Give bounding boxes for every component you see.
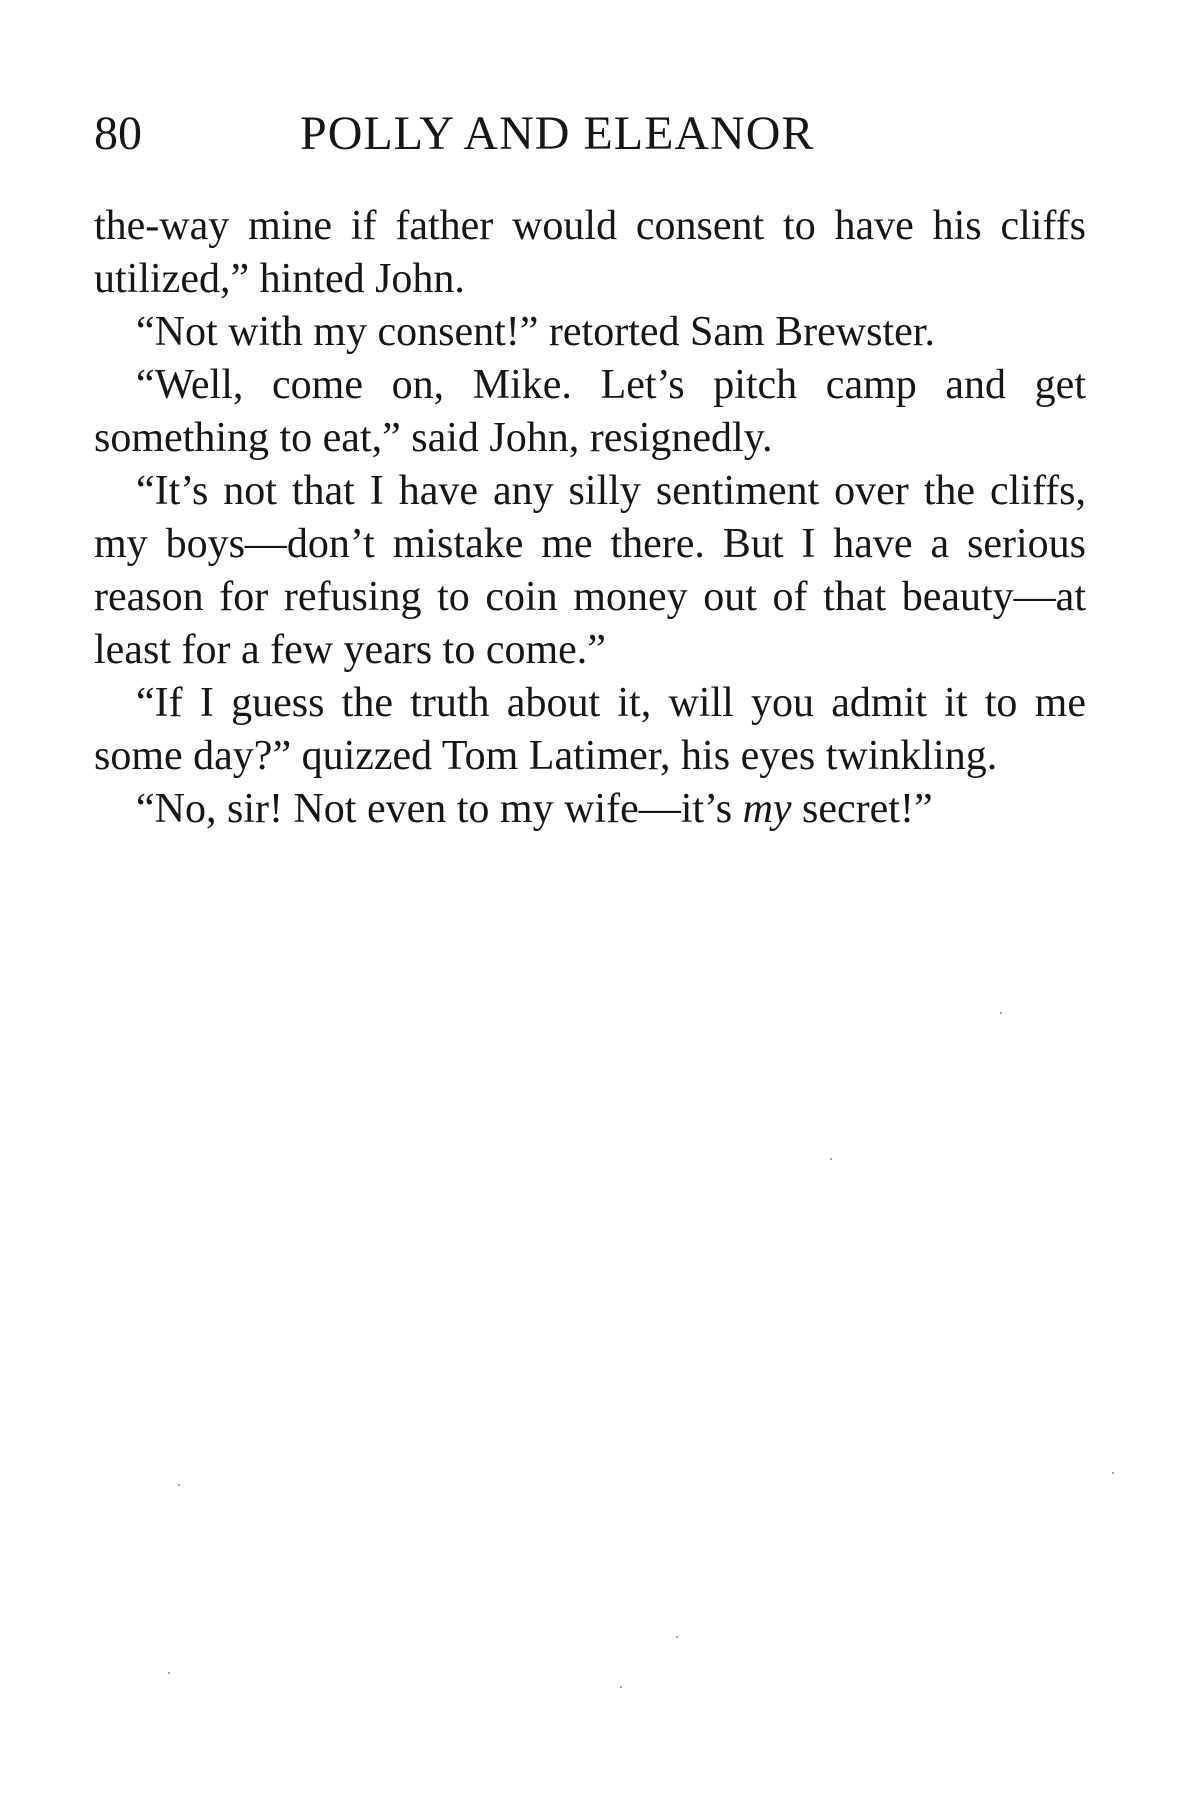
- scan-speck: [620, 1686, 622, 1688]
- paragraph: “If I guess the truth about it, will you admit it to me some day?” quizzed Tom Latimer, his eyes twinkling.: [94, 680, 1086, 779]
- scan-speck: [830, 1158, 832, 1160]
- scan-speck: [1112, 1472, 1114, 1474]
- body-text: [94, 200, 1086, 836]
- paragraph: “It’s not that I have any silly sentiment over the cliffs, my boys—don’t mistake me there. But I have a serious reason for refusing to coin money out of that beauty—at least for a few years to come.”: [94, 468, 1086, 673]
- paragraph: “Not with my consent!” retorted Sam Brewster.: [136, 309, 935, 355]
- paragraph-text: secret!”: [791, 786, 933, 832]
- page-number: 80: [94, 107, 142, 160]
- paragraph: [94, 783, 1086, 836]
- scan-speck: [178, 1484, 180, 1486]
- running-title: POLLY AND ELEANOR: [300, 107, 815, 160]
- scan-speck: [676, 1636, 678, 1638]
- paragraph: “Well, come on, Mike. Let’s pitch camp and get something to eat,” said John, resignedly.: [94, 362, 1086, 461]
- emphasized-word: my: [742, 786, 792, 832]
- page-header: [94, 104, 1094, 164]
- paragraph-text: “No, sir! Not even to my wife—it’s: [136, 786, 743, 832]
- scan-speck: [168, 1672, 170, 1674]
- paragraph: the-way mine if father would consent to have his cliffs utilized,” hinted John.: [94, 203, 1086, 302]
- scan-speck: [1000, 1012, 1002, 1014]
